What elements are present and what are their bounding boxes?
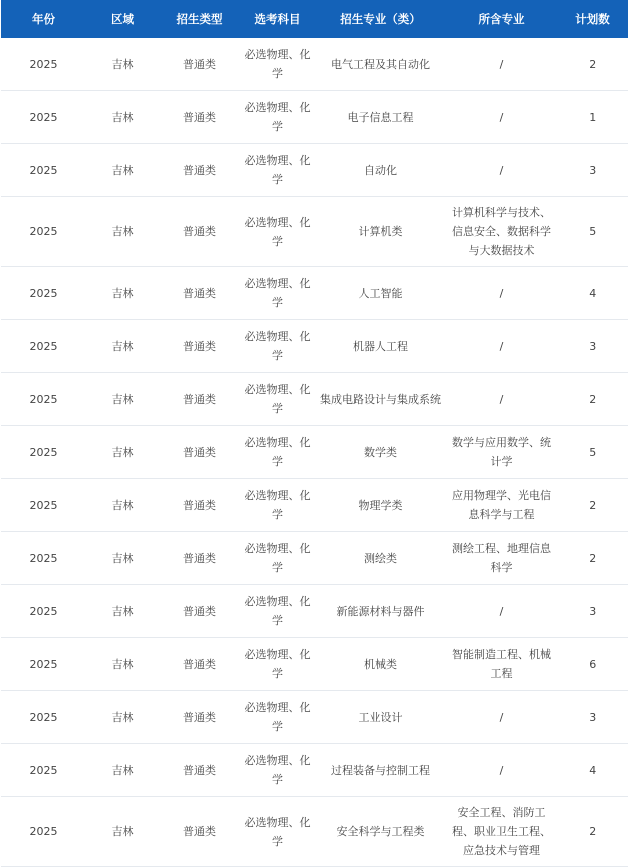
cell-enrollment-type: 普通类: [160, 691, 240, 744]
table-row: [2, 638, 628, 691]
cell-region: 吉林: [86, 797, 160, 867]
cell-year: 2025: [2, 38, 86, 91]
cell-region: 吉林: [86, 585, 160, 638]
cell-year: 2025: [2, 691, 86, 744]
table-header: [2, 1, 628, 38]
cell-enrollment-type: 普通类: [160, 585, 240, 638]
table-row: [2, 91, 628, 144]
cell-required-subjects: 必选物理、化学: [240, 638, 316, 691]
cell-required-subjects: 必选物理、化学: [240, 691, 316, 744]
cell-included-majors: 计算机科学与技术、信息安全、数据科学与大数据技术: [446, 197, 558, 267]
table-row: [2, 744, 628, 797]
cell-included-majors: /: [446, 744, 558, 797]
cell-region: 吉林: [86, 373, 160, 426]
header-row: [2, 1, 628, 38]
table-row: [2, 320, 628, 373]
header-required-subjects: 选考科目: [240, 1, 316, 38]
cell-region: 吉林: [86, 532, 160, 585]
cell-plan-count: 2: [558, 532, 628, 585]
cell-included-majors: 应用物理学、光电信息科学与工程: [446, 479, 558, 532]
cell-year: 2025: [2, 797, 86, 867]
cell-included-majors: 智能制造工程、机械工程: [446, 638, 558, 691]
table-row: [2, 38, 628, 91]
table-row: [2, 532, 628, 585]
cell-required-subjects: 必选物理、化学: [240, 144, 316, 197]
cell-included-majors: /: [446, 91, 558, 144]
cell-enrollment-type: 普通类: [160, 144, 240, 197]
cell-plan-count: 1: [558, 91, 628, 144]
cell-enrollment-type: 普通类: [160, 320, 240, 373]
cell-plan-count: 2: [558, 479, 628, 532]
cell-plan-count: 3: [558, 585, 628, 638]
table-row: [2, 197, 628, 267]
cell-major: 新能源材料与器件: [316, 585, 446, 638]
table-row: [2, 373, 628, 426]
cell-plan-count: 6: [558, 638, 628, 691]
cell-enrollment-type: 普通类: [160, 479, 240, 532]
table-row: [2, 585, 628, 638]
cell-year: 2025: [2, 585, 86, 638]
cell-plan-count: 3: [558, 320, 628, 373]
cell-enrollment-type: 普通类: [160, 744, 240, 797]
cell-required-subjects: 必选物理、化学: [240, 320, 316, 373]
table-row: [2, 267, 628, 320]
table-row: [2, 144, 628, 197]
cell-year: 2025: [2, 744, 86, 797]
cell-year: 2025: [2, 320, 86, 373]
cell-major: 物理学类: [316, 479, 446, 532]
cell-year: 2025: [2, 638, 86, 691]
cell-year: 2025: [2, 532, 86, 585]
cell-major: 数学类: [316, 426, 446, 479]
table-body: [2, 38, 628, 867]
cell-major: 集成电路设计与集成系统: [316, 373, 446, 426]
cell-year: 2025: [2, 426, 86, 479]
cell-region: 吉林: [86, 744, 160, 797]
cell-year: 2025: [2, 373, 86, 426]
header-included-majors: 所含专业: [446, 1, 558, 38]
cell-enrollment-type: 普通类: [160, 797, 240, 867]
cell-included-majors: 数学与应用数学、统计学: [446, 426, 558, 479]
cell-enrollment-type: 普通类: [160, 373, 240, 426]
cell-major: 测绘类: [316, 532, 446, 585]
cell-region: 吉林: [86, 479, 160, 532]
cell-plan-count: 5: [558, 426, 628, 479]
table-row: [2, 426, 628, 479]
cell-required-subjects: 必选物理、化学: [240, 426, 316, 479]
cell-region: 吉林: [86, 638, 160, 691]
header-major: 招生专业（类）: [316, 1, 446, 38]
header-year: 年份: [2, 1, 86, 38]
cell-plan-count: 4: [558, 267, 628, 320]
cell-included-majors: 安全工程、消防工程、职业卫生工程、应急技术与管理: [446, 797, 558, 867]
cell-major: 机械类: [316, 638, 446, 691]
cell-plan-count: 2: [558, 797, 628, 867]
cell-major: 电气工程及其自动化: [316, 38, 446, 91]
cell-included-majors: /: [446, 373, 558, 426]
cell-required-subjects: 必选物理、化学: [240, 585, 316, 638]
cell-major: 安全科学与工程类: [316, 797, 446, 867]
table-row: [2, 797, 628, 867]
cell-enrollment-type: 普通类: [160, 91, 240, 144]
cell-enrollment-type: 普通类: [160, 532, 240, 585]
cell-year: 2025: [2, 91, 86, 144]
cell-included-majors: /: [446, 38, 558, 91]
cell-required-subjects: 必选物理、化学: [240, 373, 316, 426]
header-plan-count: 计划数: [558, 1, 628, 38]
cell-enrollment-type: 普通类: [160, 267, 240, 320]
cell-required-subjects: 必选物理、化学: [240, 744, 316, 797]
cell-plan-count: 2: [558, 38, 628, 91]
cell-region: 吉林: [86, 267, 160, 320]
cell-major: 电子信息工程: [316, 91, 446, 144]
cell-region: 吉林: [86, 426, 160, 479]
cell-enrollment-type: 普通类: [160, 426, 240, 479]
cell-region: 吉林: [86, 320, 160, 373]
cell-region: 吉林: [86, 691, 160, 744]
cell-enrollment-type: 普通类: [160, 38, 240, 91]
cell-major: 自动化: [316, 144, 446, 197]
cell-plan-count: 4: [558, 744, 628, 797]
table-row: [2, 479, 628, 532]
cell-year: 2025: [2, 144, 86, 197]
cell-major: 工业设计: [316, 691, 446, 744]
cell-included-majors: /: [446, 691, 558, 744]
cell-year: 2025: [2, 197, 86, 267]
cell-required-subjects: 必选物理、化学: [240, 38, 316, 91]
cell-included-majors: /: [446, 320, 558, 373]
cell-year: 2025: [2, 267, 86, 320]
header-enrollment-type: 招生类型: [160, 1, 240, 38]
cell-plan-count: 3: [558, 691, 628, 744]
cell-year: 2025: [2, 479, 86, 532]
cell-region: 吉林: [86, 38, 160, 91]
cell-required-subjects: 必选物理、化学: [240, 797, 316, 867]
cell-included-majors: /: [446, 585, 558, 638]
cell-region: 吉林: [86, 197, 160, 267]
cell-plan-count: 2: [558, 373, 628, 426]
cell-region: 吉林: [86, 144, 160, 197]
cell-plan-count: 5: [558, 197, 628, 267]
table-row: [2, 691, 628, 744]
enrollment-plan-table: [1, 0, 628, 867]
cell-major: 计算机类: [316, 197, 446, 267]
header-region: 区域: [86, 1, 160, 38]
cell-required-subjects: 必选物理、化学: [240, 91, 316, 144]
cell-major: 过程装备与控制工程: [316, 744, 446, 797]
cell-required-subjects: 必选物理、化学: [240, 532, 316, 585]
cell-required-subjects: 必选物理、化学: [240, 197, 316, 267]
cell-region: 吉林: [86, 91, 160, 144]
cell-included-majors: /: [446, 144, 558, 197]
cell-included-majors: 测绘工程、地理信息科学: [446, 532, 558, 585]
cell-included-majors: /: [446, 267, 558, 320]
cell-required-subjects: 必选物理、化学: [240, 267, 316, 320]
cell-enrollment-type: 普通类: [160, 638, 240, 691]
cell-required-subjects: 必选物理、化学: [240, 479, 316, 532]
cell-plan-count: 3: [558, 144, 628, 197]
cell-major: 人工智能: [316, 267, 446, 320]
cell-major: 机器人工程: [316, 320, 446, 373]
cell-enrollment-type: 普通类: [160, 197, 240, 267]
